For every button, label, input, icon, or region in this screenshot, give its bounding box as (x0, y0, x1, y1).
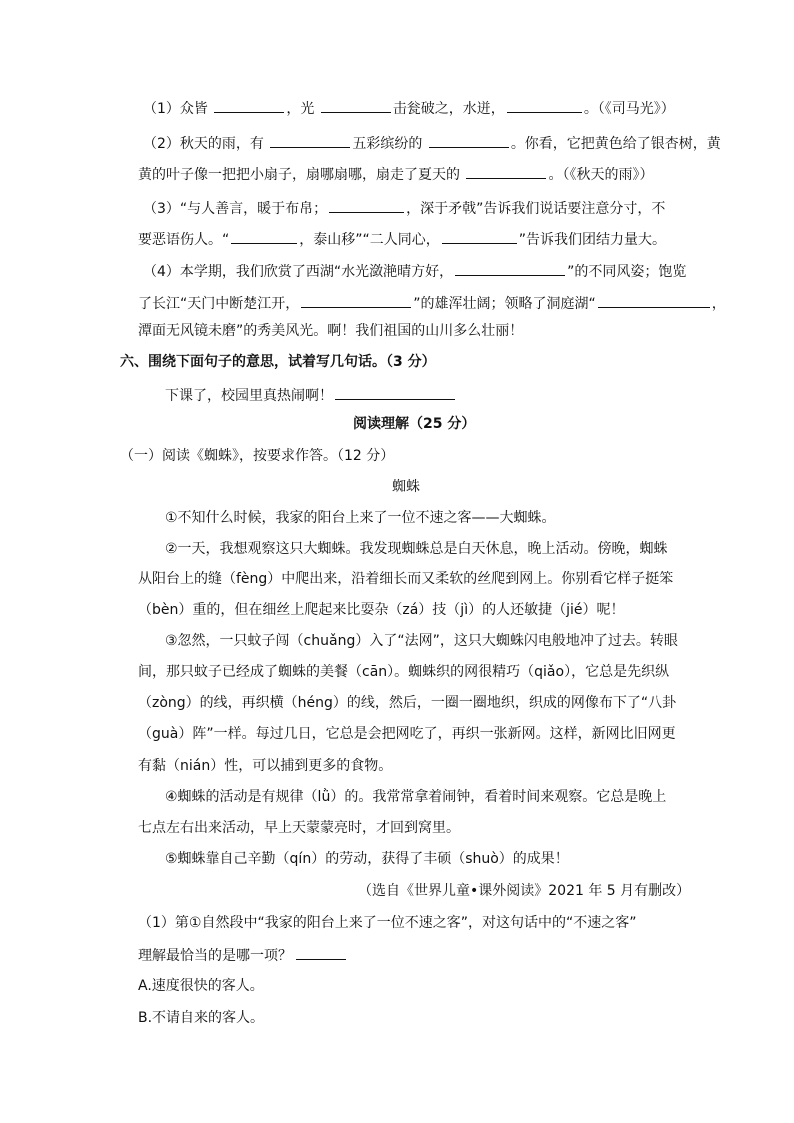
fill-line-1 (143, 98, 675, 119)
fill-line-7 (138, 293, 726, 314)
answer-blank[interactable] (231, 229, 297, 244)
answer-blank[interactable] (296, 945, 346, 960)
question-text: 理解最恰当的是哪一项？ (138, 948, 292, 964)
text: 五彩缤纷的 (352, 136, 427, 152)
text: ， (711, 296, 726, 312)
text: 。（《司马光》） (583, 101, 675, 117)
text: 黄的叶子像一把把小扇子，扇哪扇哪，扇走了夏天的 (138, 167, 465, 183)
fill-line-3 (138, 164, 653, 185)
answer-blank[interactable] (429, 133, 509, 148)
answer-blank[interactable] (214, 98, 284, 113)
answer-blank[interactable] (321, 98, 391, 113)
reading-heading: 阅读理解（25 分） (353, 416, 476, 432)
source-citation: （选自《世界儿童•课外阅读》2021 年 5 月有删改） (358, 883, 691, 899)
answer-blank[interactable] (455, 261, 565, 276)
paragraph-3-line-5: 有黏（nián）性，可以捕到更多的食物。 (138, 758, 393, 774)
writing-prompt (165, 385, 457, 406)
fill-line-2 (143, 133, 721, 154)
text: ，泰山移”“二人同心， (299, 232, 440, 248)
paragraph-2-line-1: ②一天，我想观察这只大蜘蛛。我发现蜘蛛总是白天休息，晚上活动。傍晚，蜘蛛 (165, 541, 668, 557)
text: 。（《秋天的雨》） (548, 167, 654, 183)
text: （3）“与人善言，暖于布帛； (143, 201, 328, 217)
answer-blank[interactable] (442, 229, 517, 244)
answer-blank[interactable] (329, 198, 404, 213)
text: 击瓮破之，水迸， (392, 101, 505, 117)
text: 。你看，它把黄色给了银杏树，黄 (510, 136, 721, 152)
answer-blank[interactable] (301, 293, 411, 308)
answer-blank[interactable] (270, 133, 350, 148)
paragraph-1: ①不知什么时候，我家的阳台上来了一位不速之客——大蜘蛛。 (165, 510, 556, 526)
text: ，光 (286, 101, 319, 117)
fill-line-6 (143, 261, 686, 282)
text: ”告诉我们团结力量大。 (518, 232, 667, 248)
prompt-text: 下课了，校园里真热闹啊！ (165, 388, 333, 404)
text: （4）本学期，我们欣赏了西湖“水光潋滟晴方好， (143, 264, 454, 280)
option-a[interactable]: A.速度很快的客人。 (138, 978, 264, 994)
text: ”的不同风姿；饱览 (567, 264, 687, 280)
paragraph-4-line-1: ④蜘蛛的活动是有规律（lǜ）的。我常常拿着闹钟，看着时间来观察。它总是晚上 (165, 789, 667, 805)
paragraph-3-line-2: 间，那只蚊子已经成了蜘蛛的美餐（cān）。蜘蛛织的网很精巧（qiǎo），它总是先织纵 (138, 664, 670, 680)
paragraph-5: ⑤蜘蛛靠自己辛勤（qín）的劳动，获得了丰硕（shuò）的成果！ (165, 851, 569, 867)
paragraph-2-line-2: 从阳台上的缝（fèng）中爬出来，沿着细长而又柔软的丝爬到网上。你别看它样子挺笨 (138, 571, 674, 587)
writing-blank[interactable] (335, 385, 455, 400)
fill-line-5 (138, 229, 666, 250)
text: （2）秋天的雨，有 (143, 136, 269, 152)
text: ”的雄浑壮阔；领略了洞庭湖“ (413, 296, 596, 312)
fill-line-8: 潭面无风镜未磨”的秀美风光。啊！我们祖国的山川多么壮丽！ (138, 323, 524, 339)
fill-line-4 (143, 198, 665, 219)
answer-blank[interactable] (598, 293, 710, 308)
answer-blank[interactable] (507, 98, 582, 113)
paragraph-3-line-3: （zòng）的线，再织横（héng）的线，然后，一圈一圈地织，织成的网像布下了“八卦 (138, 695, 677, 711)
question-1-line-1: （1）第①自然段中“我家的阳台上来了一位不速之客”，对这句话中的“不速之客” (138, 915, 637, 931)
paragraph-3-line-4: （guà）阵”一样。每过几日，它总是会把网吃了，再织一张新网。这样，新网比旧网更 (138, 726, 676, 742)
paragraph-3-line-1: ③忽然，一只蚊子闯（chuǎng）入了“法网”，这只大蜘蛛闪电般地冲了过去。转眼 (165, 633, 678, 649)
section-heading-6: 六、围绕下面句子的意思，试着写几句话。（3 分） (120, 354, 436, 370)
text: ，深于矛戟”告诉我们说话要注意分寸，不 (406, 201, 666, 217)
option-b[interactable]: B.不请自来的客人。 (138, 1010, 265, 1026)
paragraph-2-line-3: （bèn）重的，但在细丝上爬起来比耍杂（zá）技（jì）的人还敏捷（jié）呢！ (138, 602, 625, 618)
paragraph-4-line-2: 七点左右出来活动，早上天蒙蒙亮时，才回到窝里。 (138, 820, 460, 836)
text: 要恶语伤人。“ (138, 232, 230, 248)
question-1-line-2 (138, 945, 346, 966)
reading-part-1: （一）阅读《蜘蛛》，按要求作答。（12 分） (120, 448, 395, 464)
passage-title: 蜘蛛 (392, 479, 420, 495)
answer-blank[interactable] (466, 164, 546, 179)
text: 了长江“天门中断楚江开， (138, 296, 300, 312)
text: （1）众皆 (143, 101, 213, 117)
